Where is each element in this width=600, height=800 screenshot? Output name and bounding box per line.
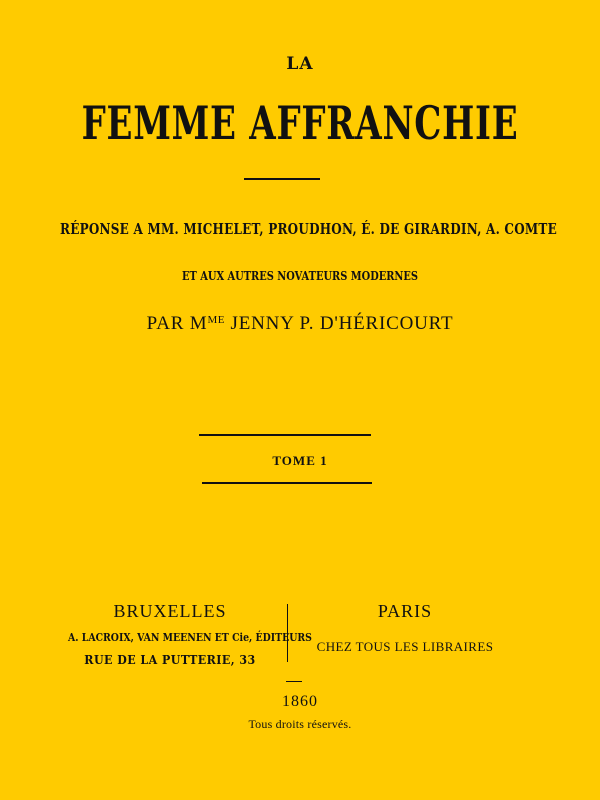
author-name: JENNY P. D'HÉRICOURT <box>224 313 454 334</box>
author-honorific-superscript: ME <box>207 314 225 326</box>
imprint-right-note: CHEZ TOUS LES LIBRAIRES <box>316 639 494 654</box>
imprint-right-city: PARIS <box>377 601 433 621</box>
title-article: LA <box>286 54 314 74</box>
subtitle-line-1: RÉPONSE A MM. MICHELET, PROUDHON, É. DE GIRARDIN, A. COMTE <box>60 220 557 238</box>
imprint-left-city: BRUXELLES <box>113 601 227 621</box>
rights-notice: Tous droits réservés. <box>248 717 352 731</box>
author-prefix: PAR M <box>146 313 208 334</box>
imprint-left-address: RUE DE LA PUTTERIE, 33 <box>84 653 256 667</box>
publication-year: 1860 <box>282 693 318 710</box>
author-line <box>0 314 600 333</box>
year-rule <box>286 681 302 682</box>
subtitle-line-2: ET AUX AUTRES NOVATEURS MODERNES <box>181 269 419 283</box>
book-title: FEMME AFFRANCHIE <box>81 96 519 150</box>
imprint-divider <box>287 604 288 662</box>
volume-rule-top <box>199 434 371 436</box>
title-rule <box>244 178 320 180</box>
imprint-left-publisher: A. LACROIX, VAN MEENEN ET Cie, ÉDITEURS <box>68 631 312 644</box>
volume-rule-bottom <box>202 482 372 484</box>
volume-label: TOME 1 <box>272 453 328 468</box>
